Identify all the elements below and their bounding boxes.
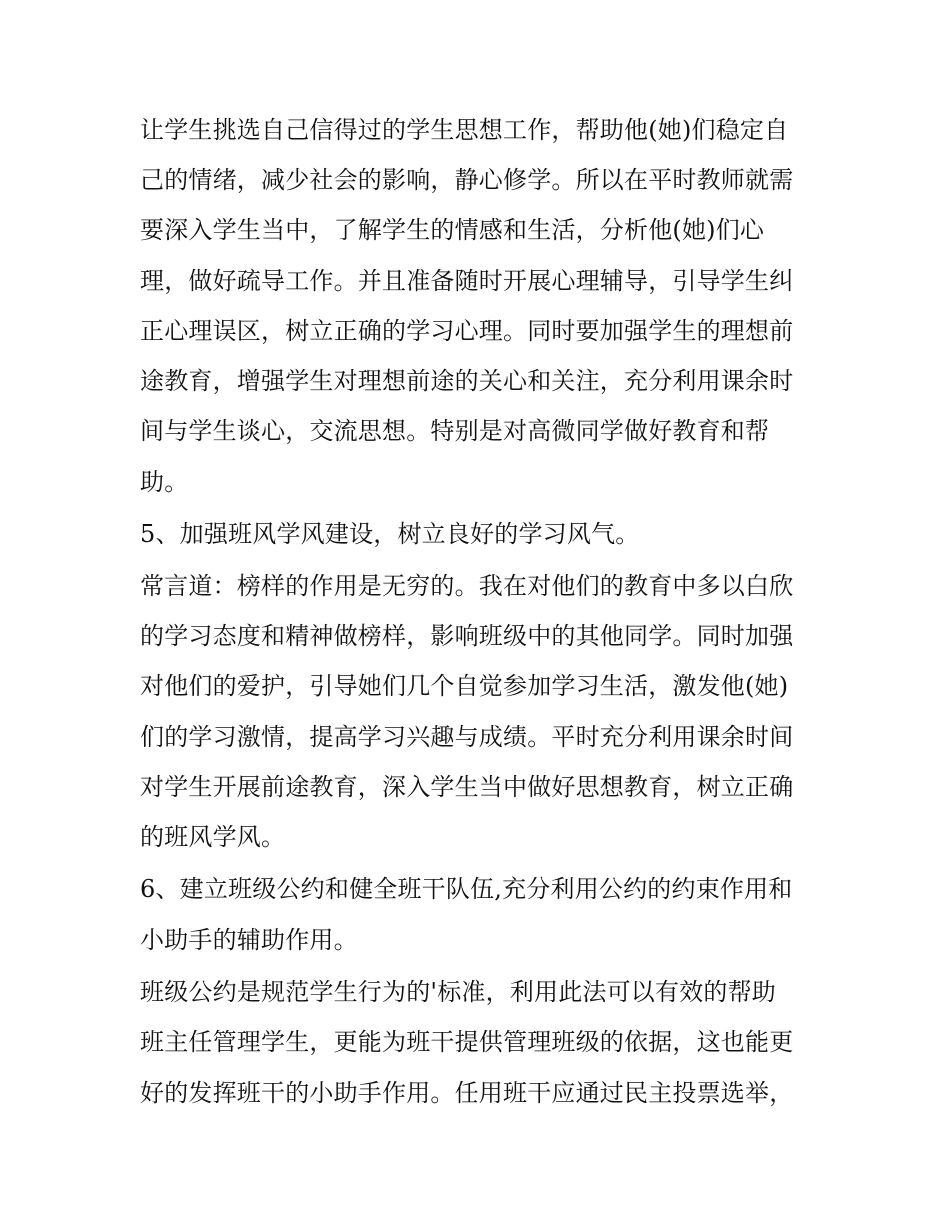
text-line: 途教育，增强学生对理想前途的关心和关注，充分利用课余时	[140, 367, 794, 395]
text-line: 助。	[140, 468, 189, 496]
text-line: 正心理误区，树立正确的学习心理。同时要加强学生的理想前	[140, 317, 794, 345]
text-line: 好的发挥班干的小助手作用。任用班干应通过民主投票选举，	[140, 1079, 794, 1107]
text-line: 要深入学生当中，了解学生的情感和生活，分析他(她)们心	[140, 216, 765, 244]
text-line: 们的学习激情，提高学习兴趣与成绩。平时充分利用课余时间	[140, 723, 794, 751]
text-line: 对学生开展前途教育，深入学生当中做好思想教育，树立正确	[140, 773, 794, 801]
text-line: 己的情绪，减少社会的影响，静心修学。所以在平时教师就需	[140, 166, 794, 194]
section-heading: 6、建立班级公约和健全班干队伍,充分利用公约的约束作用和	[140, 875, 793, 903]
text-line: 的学习态度和精神做榜样，影响班级中的其他同学。同时加强	[140, 622, 794, 650]
text-line: 班级公约是规范学生行为的'标准，利用此法可以有效的帮助	[140, 978, 776, 1006]
text-line: 的班风学风。	[140, 823, 286, 851]
text-line: 间与学生谈心，交流思想。特别是对高微同学做好教育和帮	[140, 417, 770, 445]
text-line: 理，做好疏导工作。并且准备随时开展心理辅导，引导学生纠	[140, 267, 794, 295]
text-line: 让学生挑选自己信得过的学生思想工作，帮助他(她)们稳定自	[140, 116, 789, 144]
text-line: 对他们的爱护，引导她们几个自觉参加学习生活，激发他(她)	[140, 672, 789, 700]
section-heading: 5、加强班风学风建设，树立良好的学习风气。	[140, 520, 640, 548]
section-heading: 小助手的辅助作用。	[140, 926, 358, 954]
text-line: 班主任管理学生，更能为班干提供管理班级的依据，这也能更	[140, 1028, 794, 1056]
text-line: 常言道：榜样的作用是无穷的。我在对他们的教育中多以白欣	[140, 572, 794, 600]
